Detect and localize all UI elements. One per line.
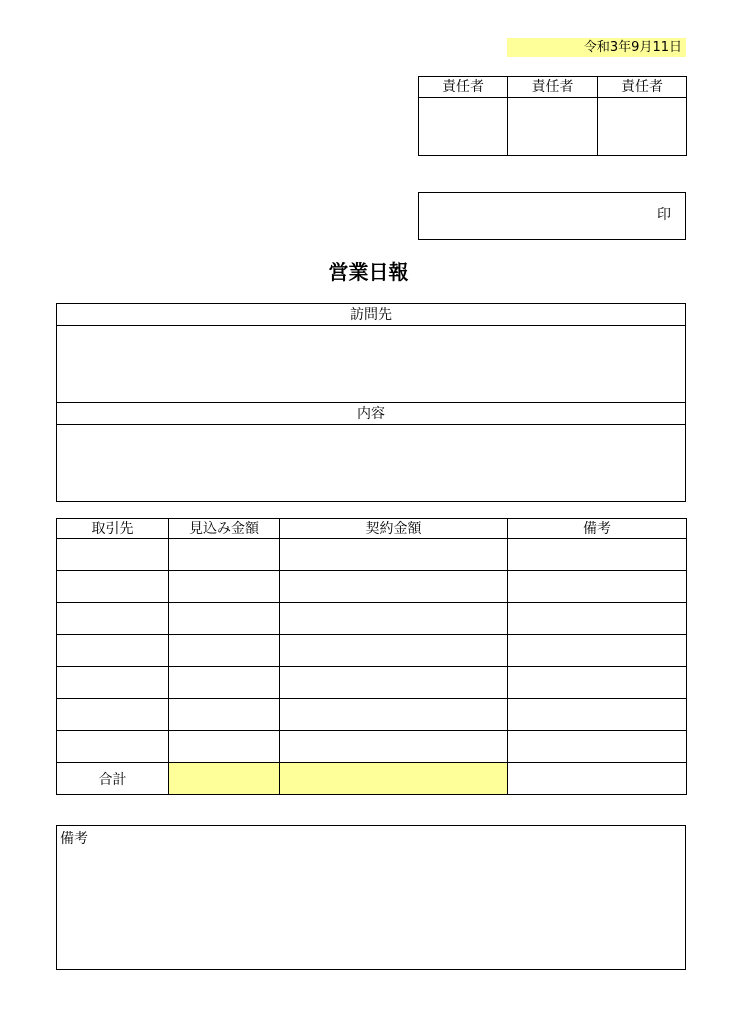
approver-stamp-cell-2[interactable] — [508, 98, 598, 156]
client-cell[interactable] — [57, 731, 169, 763]
reporter-seal-box[interactable] — [418, 192, 686, 240]
contract-amount-cell[interactable] — [280, 539, 508, 571]
expected-amount-cell[interactable] — [169, 667, 280, 699]
approver-header-3: 責任者 — [598, 77, 687, 98]
notes-label: 備考 — [60, 831, 88, 847]
deals-table — [56, 518, 687, 795]
remarks-cell[interactable] — [508, 571, 687, 603]
client-cell[interactable] — [57, 603, 169, 635]
expected-amount-cell[interactable] — [169, 731, 280, 763]
remarks-cell[interactable] — [508, 731, 687, 763]
client-cell[interactable] — [57, 667, 169, 699]
contract-amount-cell[interactable] — [280, 667, 508, 699]
contract-amount-cell[interactable] — [280, 731, 508, 763]
report-date: 令和3年9月11日 — [507, 38, 686, 57]
contract-amount-cell[interactable] — [280, 603, 508, 635]
total-remarks-cell[interactable] — [508, 763, 687, 795]
client-cell[interactable] — [57, 571, 169, 603]
expected-amount-cell[interactable] — [169, 539, 280, 571]
table-row — [57, 635, 687, 667]
approver-stamp-cell-1[interactable] — [419, 98, 508, 156]
table-row — [57, 603, 687, 635]
destination-field[interactable] — [57, 326, 686, 403]
content-label: 内容 — [57, 403, 686, 425]
seal-label: 印 — [657, 207, 671, 223]
table-row — [57, 667, 687, 699]
table-row — [57, 539, 687, 571]
contract-amount-cell[interactable] — [280, 699, 508, 731]
remarks-cell[interactable] — [508, 667, 687, 699]
total-label: 合計 — [57, 763, 169, 795]
notes-box[interactable] — [56, 825, 686, 970]
total-contract-amount — [280, 763, 508, 795]
contract-amount-cell[interactable] — [280, 635, 508, 667]
approver-header-2: 責任者 — [508, 77, 598, 98]
page-title: 営業日報 — [328, 260, 409, 284]
expected-amount-cell[interactable] — [169, 571, 280, 603]
client-cell[interactable] — [57, 635, 169, 667]
expected-amount-cell[interactable] — [169, 635, 280, 667]
approval-table — [418, 76, 687, 156]
remarks-cell[interactable] — [508, 603, 687, 635]
expected-amount-cell[interactable] — [169, 603, 280, 635]
approver-stamp-cell-3[interactable] — [598, 98, 687, 156]
total-expected-amount — [169, 763, 280, 795]
visit-table — [56, 303, 686, 502]
column-header-client: 取引先 — [57, 519, 169, 539]
remarks-cell[interactable] — [508, 539, 687, 571]
destination-label: 訪問先 — [57, 304, 686, 326]
client-cell[interactable] — [57, 699, 169, 731]
table-row — [57, 571, 687, 603]
remarks-cell[interactable] — [508, 699, 687, 731]
expected-amount-cell[interactable] — [169, 699, 280, 731]
content-field[interactable] — [57, 425, 686, 502]
column-header-remarks: 備考 — [508, 519, 687, 539]
total-row — [57, 763, 687, 795]
remarks-cell[interactable] — [508, 635, 687, 667]
approver-header-1: 責任者 — [419, 77, 508, 98]
client-cell[interactable] — [57, 539, 169, 571]
table-row — [57, 699, 687, 731]
column-header-contract-amount: 契約金額 — [280, 519, 508, 539]
contract-amount-cell[interactable] — [280, 571, 508, 603]
column-header-expected-amount: 見込み金額 — [169, 519, 280, 539]
table-row — [57, 731, 687, 763]
